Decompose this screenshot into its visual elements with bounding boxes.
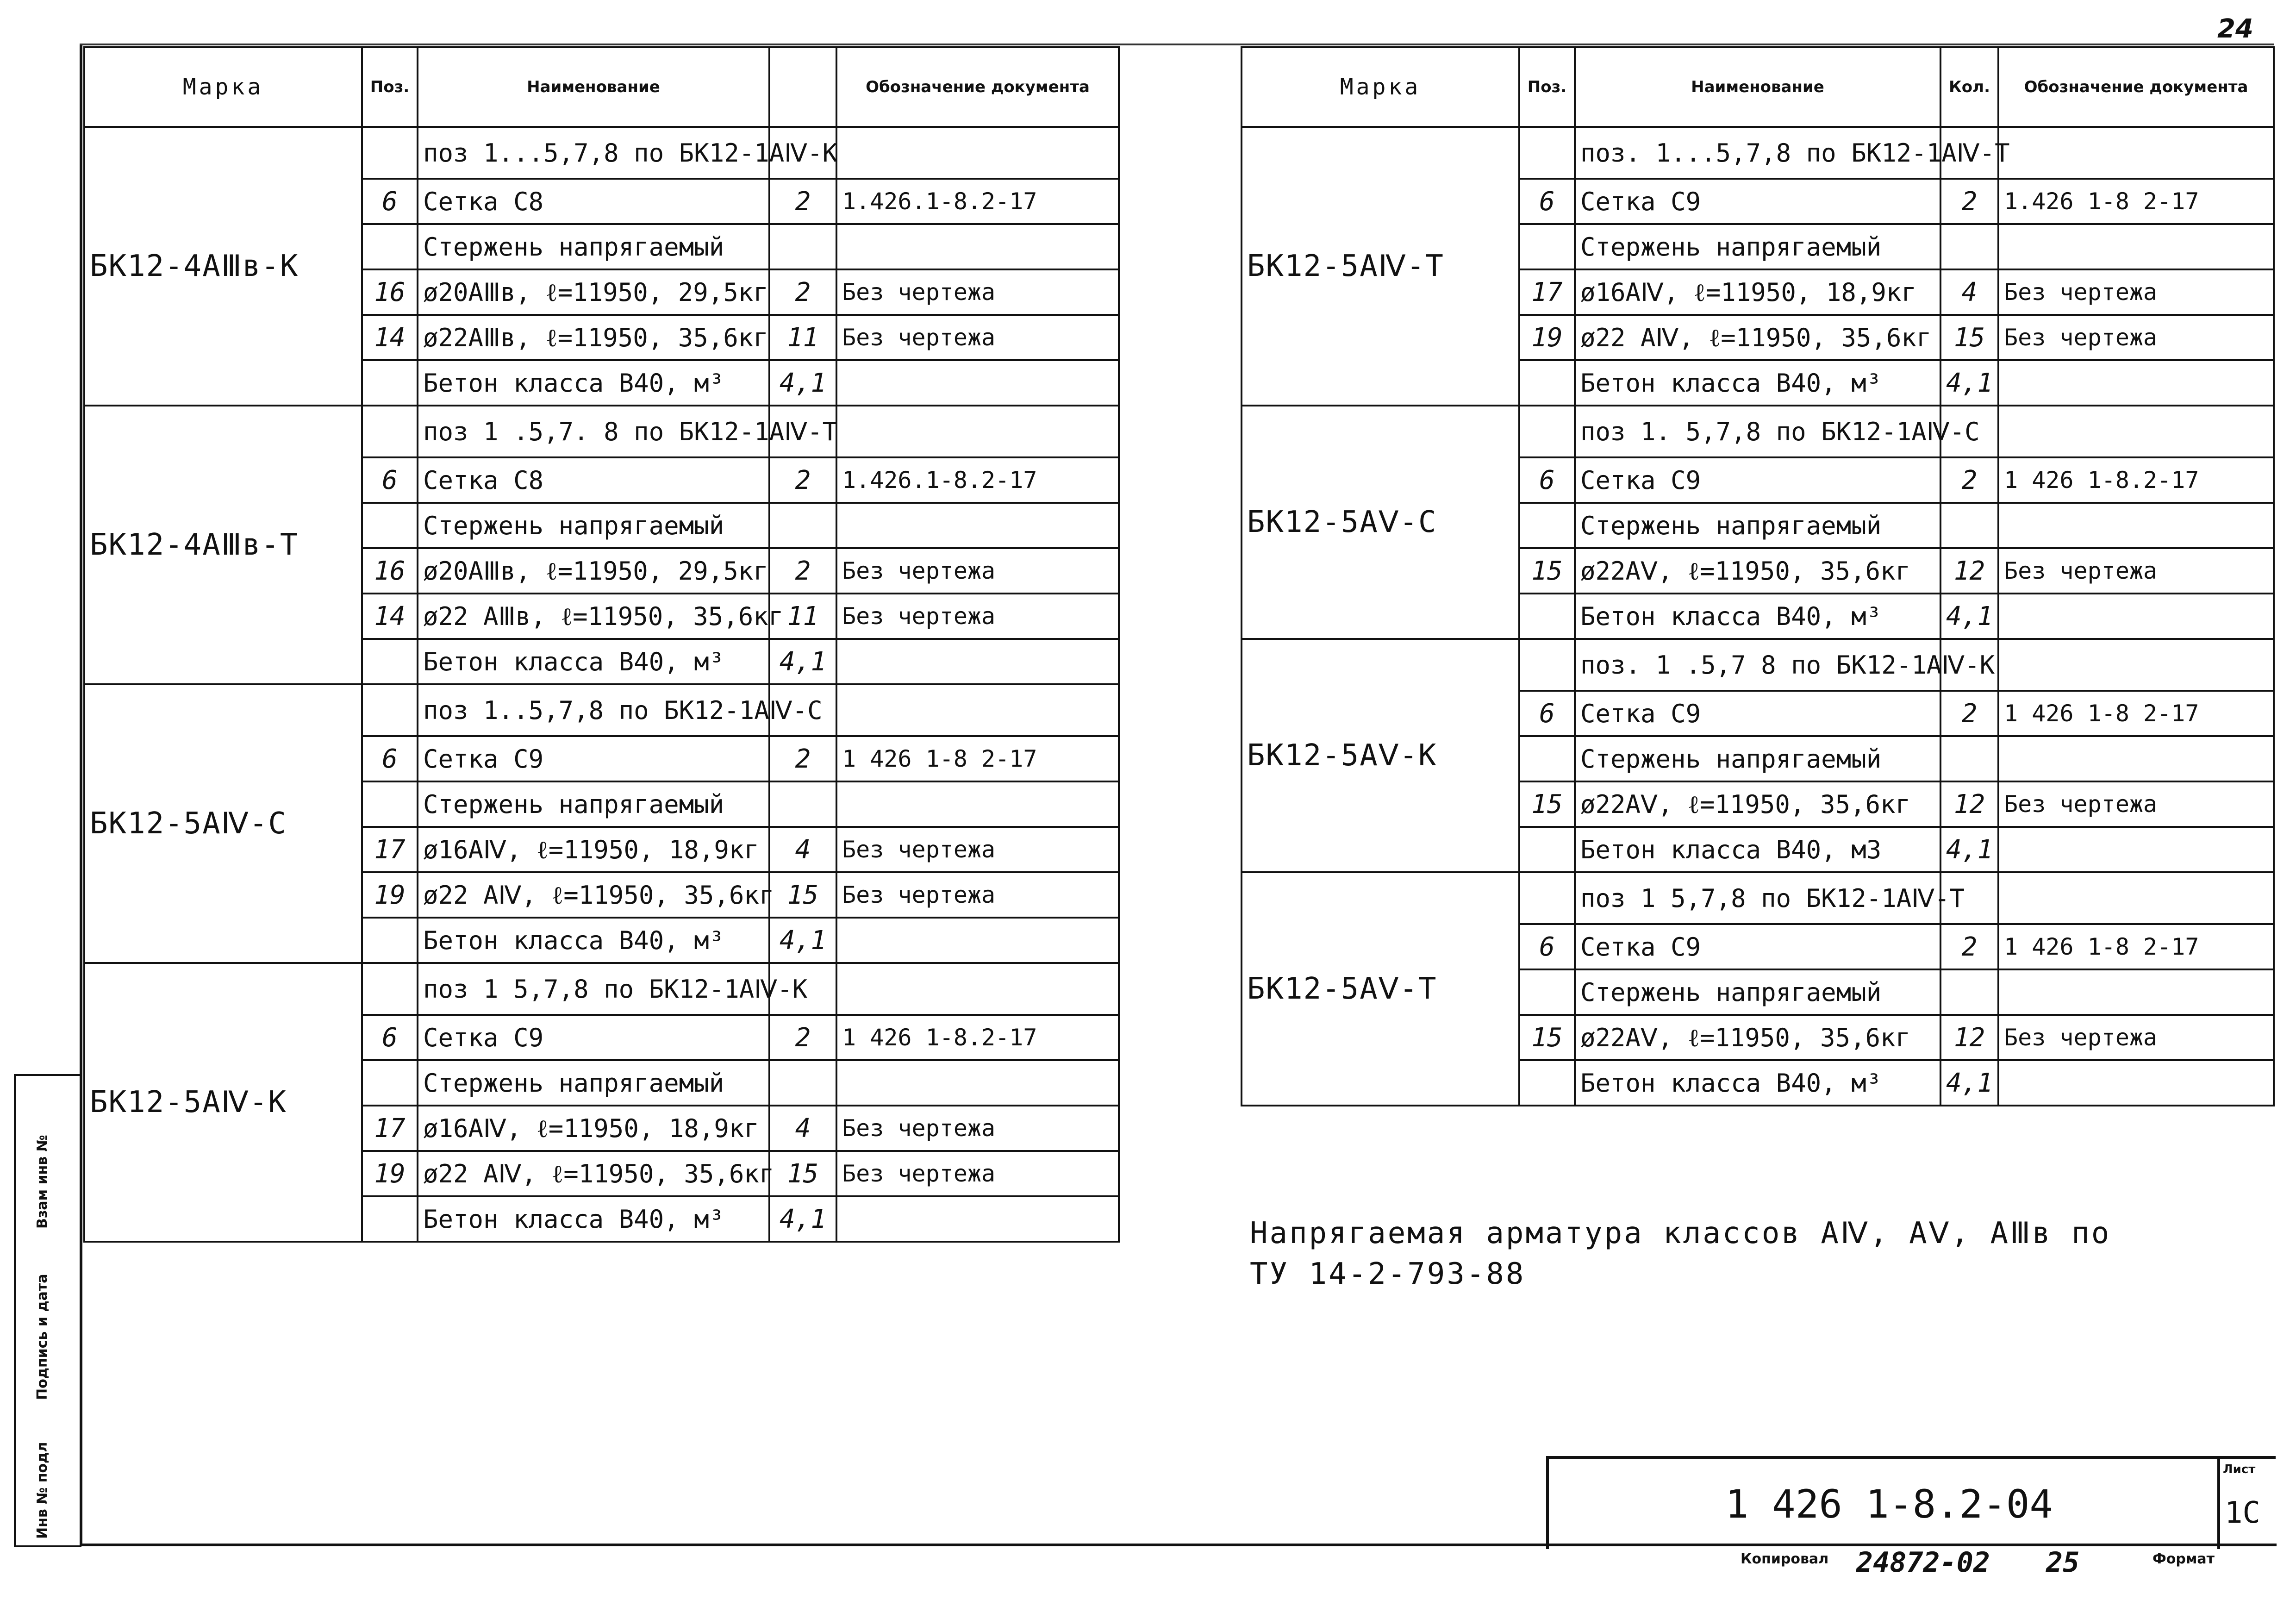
sign-date-field: Подпись и дата (34, 1274, 50, 1400)
qty-cell: 4,1 (769, 918, 836, 963)
format-label: Формат (2152, 1551, 2215, 1567)
doc-cell (1998, 360, 2274, 406)
doc-cell (836, 1060, 1119, 1106)
doc-cell: 1 426 1-8 2-17 (836, 736, 1119, 781)
pos-cell (1519, 1060, 1575, 1106)
left-spec-table (83, 46, 1120, 1243)
doc-cell: Без чертежа (1998, 315, 2274, 360)
table-row (84, 684, 1119, 736)
pos-cell: 17 (1519, 269, 1575, 315)
name-cell: ø22 АⅣ, ℓ=11950, 35,6кг (418, 1151, 769, 1196)
qty-cell: 15 (769, 872, 836, 918)
header-marka: Марка (84, 47, 362, 127)
pos-cell (1519, 360, 1575, 406)
right-spec-table (1241, 46, 2275, 1106)
doc-cell: 1 426 1-8 2-17 (1998, 691, 2274, 736)
doc-cell (1998, 503, 2274, 548)
pos-cell: 17 (362, 827, 418, 872)
marka-cell: БК12-4АⅢв-Т (84, 406, 362, 684)
qty-cell: 4,1 (1940, 827, 1998, 872)
name-cell: ø16АⅣ, ℓ=11950, 18,9кг (1575, 269, 1940, 315)
marka-cell: БК12-5АⅣ-С (84, 684, 362, 963)
doc-cell (1998, 594, 2274, 639)
pos-cell: 6 (1519, 179, 1575, 224)
name-cell: ø22АⅤ, ℓ=11950, 35,6кг (1575, 1015, 1940, 1060)
page-number: 25 (2046, 1546, 2080, 1579)
doc-cell: Без чертежа (836, 872, 1119, 918)
name-cell: ø22 АⅢв, ℓ=11950, 35,6кг (418, 594, 769, 639)
qty-cell: 15 (1940, 315, 1998, 360)
qty-cell: 2 (1940, 457, 1998, 503)
header-name: Наименование (418, 47, 769, 127)
pos-cell (1519, 827, 1575, 872)
doc-cell: Без чертежа (836, 594, 1119, 639)
table-body (1242, 127, 2274, 1106)
doc-cell (836, 963, 1119, 1015)
qty-cell: 2 (769, 1015, 836, 1060)
qty-cell: 2 (769, 457, 836, 503)
inv-field: Инв № подл (34, 1442, 50, 1539)
reference-cell: поз 1...5,7,8 по БК12-1АⅣ-К (418, 127, 769, 179)
name-cell: ø20АⅢв, ℓ=11950, 29,5кг (418, 269, 769, 315)
marka-cell: БК12-4АⅢв-К (84, 127, 362, 406)
header-pos: Поз. (362, 47, 418, 127)
qty-cell: 2 (1940, 179, 1998, 224)
doc-cell (1998, 127, 2274, 179)
name-cell: Стержень напрягаемый (418, 781, 769, 827)
doc-cell (1998, 224, 2274, 269)
reference-cell: поз 1..5,7,8 по БК12-1АⅣ-С (418, 684, 769, 736)
qty-cell (1940, 969, 1998, 1015)
doc-cell: 1.426.1-8.2-17 (836, 457, 1119, 503)
doc-cell: 1.426.1-8.2-17 (836, 179, 1119, 224)
doc-cell (1998, 406, 2274, 457)
name-cell: Бетон класса В40, м3 (1575, 827, 1940, 872)
doc-cell: 1.426 1-8 2-17 (1998, 179, 2274, 224)
qty-cell (769, 1060, 836, 1106)
doc-cell (836, 639, 1119, 684)
doc-cell: Без чертежа (1998, 781, 2274, 827)
reference-cell: поз 1 5,7,8 по БК12-1АⅣ-Т (1575, 872, 1940, 924)
qty-cell: 11 (769, 594, 836, 639)
qty-cell: 4,1 (1940, 360, 1998, 406)
qty-cell: 12 (1940, 1015, 1998, 1060)
doc-cell (1998, 1060, 2274, 1106)
name-cell: Сетка С8 (418, 179, 769, 224)
header-pos: Поз. (1519, 47, 1575, 127)
pos-cell: 6 (362, 179, 418, 224)
sheet-box (2217, 1456, 2276, 1549)
marka-cell: БК12-5АⅣ-Т (1242, 127, 1519, 406)
doc-cell (836, 224, 1119, 269)
name-cell: Стержень напрягаемый (418, 224, 769, 269)
doc-cell: Без чертежа (836, 1106, 1119, 1151)
reference-cell: поз. 1...5,7,8 по БК12-1АⅣ-Т (1575, 127, 1940, 179)
name-cell: Стержень напрягаемый (1575, 503, 1940, 548)
pos-cell: 6 (362, 1015, 418, 1060)
marka-cell: БК12-5АⅣ-К (84, 963, 362, 1242)
sheet-number: 1С (2225, 1496, 2261, 1530)
pos-cell: 15 (1519, 1015, 1575, 1060)
doc-cell (836, 781, 1119, 827)
qty-cell: 4,1 (1940, 1060, 1998, 1106)
name-cell: Стержень напрягаемый (1575, 224, 1940, 269)
doc-cell: Без чертежа (1998, 548, 2274, 594)
qty-cell (769, 224, 836, 269)
name-cell: Сетка С9 (1575, 179, 1940, 224)
pos-cell (362, 360, 418, 406)
pos-cell: 6 (1519, 457, 1575, 503)
qty-cell: 4 (769, 1106, 836, 1151)
name-cell: ø22АⅢв, ℓ=11950, 35,6кг (418, 315, 769, 360)
marka-cell: БК12-5АⅤ-К (1242, 639, 1519, 872)
doc-cell (1998, 969, 2274, 1015)
qty-cell: 4,1 (769, 1196, 836, 1242)
qty-cell: 11 (769, 315, 836, 360)
qty-cell: 4 (1940, 269, 1998, 315)
pos-cell (362, 503, 418, 548)
qty-cell: 2 (769, 548, 836, 594)
qty-cell: 2 (769, 269, 836, 315)
pos-cell: 6 (362, 736, 418, 781)
qty-cell: 2 (769, 179, 836, 224)
name-cell: Сетка С9 (1575, 691, 1940, 736)
qty-cell (769, 503, 836, 548)
pos-cell (362, 963, 418, 1015)
table-row (84, 406, 1119, 457)
pos-cell: 19 (362, 872, 418, 918)
table-row (1242, 127, 2274, 179)
qty-cell (1940, 503, 1998, 548)
doc-cell: Без чертежа (836, 1151, 1119, 1196)
marka-cell: БК12-5АⅤ-С (1242, 406, 1519, 639)
doc-cell (1998, 736, 2274, 781)
table-body (84, 127, 1119, 1242)
name-cell: Сетка С9 (1575, 457, 1940, 503)
name-cell: Бетон класса В40, м³ (418, 360, 769, 406)
pos-cell: 16 (362, 269, 418, 315)
name-cell: Стержень напрягаемый (418, 503, 769, 548)
reference-cell: поз. 1 .5,7 8 по БК12-1АⅣ-К (1575, 639, 1940, 691)
pos-cell: 17 (362, 1106, 418, 1151)
doc-cell: Без чертежа (1998, 1015, 2274, 1060)
table-row (1242, 872, 2274, 924)
corner-number: 24 (2217, 14, 2253, 44)
header-name: Наименование (1575, 47, 1940, 127)
pos-cell (1519, 127, 1575, 179)
pos-cell: 19 (1519, 315, 1575, 360)
doc-cell (1998, 639, 2274, 691)
reference-cell: поз 1. 5,7,8 по БК12-1АⅣ-С (1575, 406, 1940, 457)
qty-cell: 12 (1940, 781, 1998, 827)
name-cell: ø16АⅣ, ℓ=11950, 18,9кг (418, 827, 769, 872)
pos-cell (362, 639, 418, 684)
doc-cell: Без чертежа (836, 827, 1119, 872)
header-doc: Обозначение документа (836, 47, 1119, 127)
table-row (1242, 406, 2274, 457)
pos-cell (362, 406, 418, 457)
header-doc: Обозначение документа (1998, 47, 2274, 127)
reinforcement-note (1250, 1213, 2268, 1294)
pos-cell: 14 (362, 315, 418, 360)
qty-cell (1940, 224, 1998, 269)
pos-cell (1519, 224, 1575, 269)
pos-cell (362, 684, 418, 736)
pos-cell: 6 (362, 457, 418, 503)
name-cell: Бетон класса В40, м³ (418, 918, 769, 963)
pos-cell (1519, 969, 1575, 1015)
name-cell: ø22 АⅣ, ℓ=11950, 35,6кг (1575, 315, 1940, 360)
name-cell: Сетка С9 (418, 1015, 769, 1060)
doc-cell (1998, 827, 2274, 872)
pos-cell (362, 127, 418, 179)
doc-cell: Без чертежа (836, 315, 1119, 360)
pos-cell (362, 781, 418, 827)
name-cell: Стержень напрягаемый (418, 1060, 769, 1106)
pos-cell (1519, 406, 1575, 457)
name-cell: Бетон класса В40, м³ (1575, 360, 1940, 406)
pos-cell: 6 (1519, 691, 1575, 736)
pos-cell: 19 (362, 1151, 418, 1196)
order-number: 24872-02 (1856, 1546, 1990, 1579)
name-cell: Стержень напрягаемый (1575, 736, 1940, 781)
doc-cell (836, 1196, 1119, 1242)
left-approval-strip (14, 1074, 81, 1547)
table-header (1242, 47, 2274, 127)
qty-cell: 4 (769, 827, 836, 872)
header-qty: Кол. (1940, 47, 1998, 127)
name-cell: Бетон класса В40, м³ (1575, 1060, 1940, 1106)
pos-cell: 6 (1519, 924, 1575, 969)
name-cell: Сетка С8 (418, 457, 769, 503)
doc-cell: Без чертежа (836, 269, 1119, 315)
table-row (84, 963, 1119, 1015)
name-cell: Стержень напрягаемый (1575, 969, 1940, 1015)
name-cell: Бетон класса В40, м³ (1575, 594, 1940, 639)
qty-cell: 12 (1940, 548, 1998, 594)
doc-cell: Без чертежа (836, 548, 1119, 594)
doc-cell (836, 918, 1119, 963)
qty-cell: 15 (769, 1151, 836, 1196)
table-row (1242, 639, 2274, 691)
top-border (80, 44, 2274, 45)
pos-cell: 14 (362, 594, 418, 639)
replace-inv-field: Взам инв № (34, 1135, 50, 1229)
pos-cell (1519, 872, 1575, 924)
doc-cell: Без чертежа (1998, 269, 2274, 315)
qty-cell: 2 (1940, 691, 1998, 736)
note-line-2: ТУ 14-2-793-88 (1250, 1257, 1526, 1291)
pos-cell (1519, 503, 1575, 548)
note-line-1: Напрягаемая арматура классов АⅣ, АⅤ, АⅢв по (1250, 1216, 2111, 1250)
name-cell: ø16АⅣ, ℓ=11950, 18,9кг (418, 1106, 769, 1151)
qty-cell: 2 (1940, 924, 1998, 969)
qty-cell: 4,1 (1940, 594, 1998, 639)
pos-cell (362, 224, 418, 269)
reference-cell: поз 1 5,7,8 по БК12-1АⅣ-К (418, 963, 769, 1015)
reference-cell: поз 1 .5,7. 8 по БК12-1АⅣ-Т (418, 406, 769, 457)
table-row (84, 127, 1119, 179)
qty-cell: 4,1 (769, 360, 836, 406)
doc-cell: 1 426 1-8 2-17 (1998, 924, 2274, 969)
name-cell: ø22АⅤ, ℓ=11950, 35,6кг (1575, 548, 1940, 594)
doc-cell (1998, 872, 2274, 924)
pos-cell (1519, 594, 1575, 639)
qty-cell (1940, 736, 1998, 781)
sheet-label: Лист (2223, 1462, 2256, 1476)
qty-cell: 4,1 (769, 639, 836, 684)
header-qty (769, 47, 836, 127)
doc-cell (836, 503, 1119, 548)
pos-cell (362, 1196, 418, 1242)
marka-cell: БК12-5АⅤ-Т (1242, 872, 1519, 1106)
copied-label: Копировал (1741, 1551, 1829, 1567)
doc-cell (836, 127, 1119, 179)
name-cell: Бетон класса В40, м³ (418, 1196, 769, 1242)
doc-cell (836, 684, 1119, 736)
pos-cell: 15 (1519, 781, 1575, 827)
name-cell: Сетка С9 (1575, 924, 1940, 969)
name-cell: Сетка С9 (418, 736, 769, 781)
doc-cell (836, 406, 1119, 457)
qty-cell (769, 781, 836, 827)
name-cell: Бетон класса В40, м³ (418, 639, 769, 684)
pos-cell: 15 (1519, 548, 1575, 594)
doc-cell: 1 426 1-8.2-17 (1998, 457, 2274, 503)
doc-cell (836, 360, 1119, 406)
pos-cell: 16 (362, 548, 418, 594)
pos-cell (362, 1060, 418, 1106)
doc-cell: 1 426 1-8.2-17 (836, 1015, 1119, 1060)
title-block-code: 1 426 1-8.2-04 (1546, 1456, 2229, 1549)
table-header (84, 47, 1119, 127)
name-cell: ø22АⅤ, ℓ=11950, 35,6кг (1575, 781, 1940, 827)
pos-cell (1519, 639, 1575, 691)
header-marka: Марка (1242, 47, 1519, 127)
qty-cell: 2 (769, 736, 836, 781)
name-cell: ø22 АⅣ, ℓ=11950, 35,6кг (418, 872, 769, 918)
pos-cell (1519, 736, 1575, 781)
name-cell: ø20АⅢв, ℓ=11950, 29,5кг (418, 548, 769, 594)
pos-cell (362, 918, 418, 963)
